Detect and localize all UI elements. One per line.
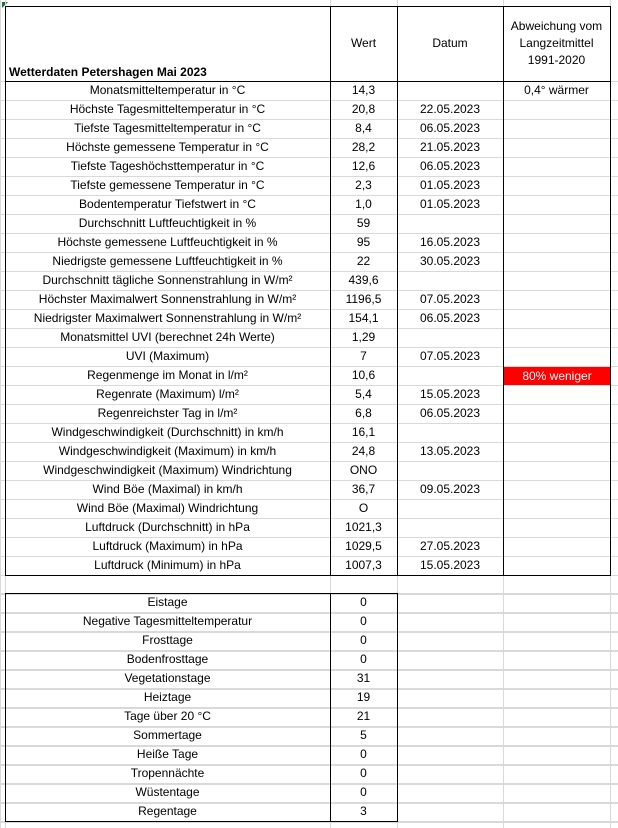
row-label[interactable]: Regenreichster Tag in l/m² [97, 406, 238, 420]
row-datum[interactable] [397, 518, 503, 537]
row-label[interactable]: Höchste gemessene Luftfeuchtigkeit in % [57, 235, 278, 249]
row-label[interactable]: Tiefste Tageshöchsttemperatur in °C [70, 159, 265, 173]
row-wert[interactable]: 1007,3 [345, 558, 382, 572]
row-datum[interactable] [397, 81, 503, 100]
row-datum[interactable]: 22.05.2023 [419, 102, 481, 116]
row-wert[interactable]: 1021,3 [345, 520, 382, 534]
table-border [5, 6, 6, 575]
row-wert[interactable]: 8,4 [355, 121, 372, 135]
row-datum[interactable]: 09.05.2023 [419, 482, 481, 496]
row-datum[interactable]: 30.05.2023 [419, 254, 481, 268]
header-abweichung[interactable]: Abweichung vom Langzeitmittel 1991-2020 [510, 19, 603, 67]
row-datum[interactable]: 01.05.2023 [419, 178, 481, 192]
row-label[interactable]: Luftdruck (Durchschnitt) in hPa [85, 520, 250, 534]
row-datum[interactable] [397, 366, 503, 385]
row-wert[interactable]: 28,2 [351, 140, 376, 154]
row-label[interactable]: Luftdruck (Minimum) in hPa [94, 558, 241, 572]
gridline-row [0, 822, 618, 823]
row-wert[interactable]: 36,7 [351, 482, 376, 496]
row-wert[interactable]: 14,3 [351, 83, 376, 97]
row-wert[interactable]: 154,1 [348, 311, 379, 325]
row-wert[interactable]: 3 [360, 804, 367, 818]
header-datum[interactable]: Datum [432, 36, 468, 50]
row-wert[interactable]: 10,6 [351, 368, 376, 382]
row-wert[interactable]: 1,0 [355, 197, 372, 211]
row-label[interactable]: Frosttage [142, 633, 193, 647]
row-label[interactable]: Monatsmitteltemperatur in °C [89, 83, 246, 97]
row-abweichung[interactable] [503, 518, 610, 537]
row-label[interactable]: Regenmenge im Monat in l/m² [87, 368, 248, 382]
table-border [5, 593, 6, 821]
row-wert[interactable]: O [358, 501, 369, 515]
row-datum[interactable]: 27.05.2023 [419, 539, 481, 553]
row-label[interactable]: Wind Böe (Maximal) in km/h [92, 482, 243, 496]
row-abweichung[interactable] [503, 233, 610, 252]
row-label[interactable]: Wind Böe (Maximal) Windrichtung [76, 501, 259, 515]
row-abweichung[interactable] [503, 404, 610, 423]
row-abweichung[interactable] [503, 537, 610, 556]
row-label[interactable]: Windgeschwindigkeit (Durchschnitt) in km/h [51, 425, 284, 439]
row-abweichung[interactable] [503, 347, 610, 366]
row-wert[interactable]: 5 [360, 728, 367, 742]
row-label[interactable]: Tage über 20 °C [124, 709, 211, 723]
row-datum[interactable]: 06.05.2023 [419, 121, 481, 135]
row-abweichung[interactable] [503, 328, 610, 347]
row-wert[interactable]: 22 [356, 254, 371, 268]
row-label[interactable]: Niedrigste gemessene Luftfeuchtigkeit in % [52, 254, 283, 268]
row-wert[interactable]: 31 [356, 671, 371, 685]
row-label[interactable]: Heiße Tage [136, 747, 199, 761]
row-label[interactable]: Windgeschwindigkeit (Maximum) in km/h [58, 444, 277, 458]
row-wert[interactable]: 0 [360, 766, 367, 780]
row-datum[interactable] [397, 214, 503, 233]
row-abweichung[interactable] [503, 100, 610, 119]
row-label[interactable]: Höchste gemessene Temperatur in °C [66, 140, 269, 154]
row-wert[interactable]: 1,29 [351, 330, 376, 344]
row-datum[interactable]: 06.05.2023 [419, 406, 481, 420]
table-border [397, 6, 398, 575]
row-abweichung[interactable] [503, 290, 610, 309]
row-label[interactable]: Durchschnitt tägliche Sonnenstrahlung in W/m² [42, 273, 293, 287]
row-label[interactable]: Tropennächte [130, 766, 205, 780]
row-wert[interactable]: 2,3 [355, 178, 372, 192]
row-label[interactable]: Sommertage [133, 728, 202, 742]
row-datum[interactable]: 16.05.2023 [419, 235, 481, 249]
row-datum[interactable]: 06.05.2023 [419, 159, 481, 173]
header-wert[interactable]: Wert [350, 36, 377, 50]
row-abweichung[interactable] [503, 385, 610, 404]
row-wert[interactable]: 0 [360, 652, 367, 666]
table-border [5, 821, 398, 822]
row-datum[interactable] [397, 271, 503, 290]
table-border [5, 575, 611, 576]
row-label[interactable]: Tiefste gemessene Temperatur in °C [70, 178, 265, 192]
row-label[interactable]: Monatsmittel UVI (berechnet 24h Werte) [60, 330, 275, 344]
row-wert[interactable]: 95 [356, 235, 371, 249]
row-datum[interactable]: 01.05.2023 [419, 197, 481, 211]
row-label[interactable]: Durchschnitt Luftfeuchtigkeit in % [78, 216, 257, 230]
row-abweichung[interactable] [503, 138, 610, 157]
row-datum[interactable] [397, 423, 503, 442]
row-label[interactable]: Vegetationstage [124, 671, 211, 685]
row-wert[interactable]: 20,8 [351, 102, 376, 116]
row-abweichung[interactable] [503, 252, 610, 271]
row-abweichung[interactable] [503, 461, 610, 480]
row-datum[interactable]: 13.05.2023 [419, 444, 481, 458]
row-label[interactable]: Regenrate (Maximum) l/m² [96, 387, 239, 401]
row-label[interactable]: Wüstentage [135, 785, 200, 799]
row-wert[interactable]: 0 [360, 595, 367, 609]
row-wert[interactable]: 0 [360, 633, 367, 647]
gridline-col [0, 0, 1, 828]
row-label[interactable]: Luftdruck (Maximum) in hPa [92, 539, 243, 553]
row-wert[interactable]: ONO [349, 463, 378, 477]
row-wert[interactable]: 16,1 [351, 425, 376, 439]
row-datum[interactable] [397, 328, 503, 347]
row-label[interactable]: Niedrigster Maximalwert Sonnenstrahlung in W/m² [33, 311, 302, 325]
row-wert[interactable]: 1196,5 [345, 292, 382, 306]
row-label[interactable]: Windgeschwindigkeit (Maximum) Windrichtung [43, 463, 292, 477]
row-label[interactable]: Höchste Tagesmitteltemperatur in °C [69, 102, 266, 116]
row-wert[interactable]: 19 [356, 690, 371, 704]
table-title[interactable]: Wetterdaten Petershagen Mai 2023 [9, 65, 207, 79]
table-border [397, 593, 398, 821]
row-label[interactable]: Negative Tagesmitteltemperatur [82, 614, 253, 628]
table-border [330, 593, 331, 821]
row-wert[interactable]: 0 [360, 614, 367, 628]
row-label[interactable]: Tiefste Tagesmitteltemperatur in °C [74, 121, 261, 135]
row-label[interactable]: Eistage [147, 595, 188, 609]
row-abweichung[interactable] [503, 480, 610, 499]
table-border [330, 6, 331, 575]
row-wert[interactable]: 7 [360, 349, 367, 363]
row-abweichung[interactable] [503, 556, 610, 575]
row-wert[interactable]: 0 [360, 747, 367, 761]
row-abweichung[interactable] [503, 119, 610, 138]
row-abweichung[interactable] [503, 271, 610, 290]
row-abweichung[interactable] [503, 309, 610, 328]
row-wert[interactable]: 439,6 [348, 273, 379, 287]
row-label[interactable]: Höchster Maximalwert Sonnenstrahlung in W/m² [38, 292, 297, 306]
row-wert[interactable]: 0 [360, 785, 367, 799]
row-datum[interactable]: 06.05.2023 [419, 311, 481, 325]
row-wert[interactable]: 21 [356, 709, 371, 723]
row-label[interactable]: Bodenfrosttage [126, 652, 209, 666]
row-datum[interactable]: 07.05.2023 [419, 349, 481, 363]
row-datum[interactable]: 21.05.2023 [419, 140, 481, 154]
row-abweichung[interactable] [503, 157, 610, 176]
row-abweichung[interactable] [503, 442, 610, 461]
table-border [610, 6, 611, 576]
row-label[interactable]: Bodentemperatur Tiefstwert in °C [79, 197, 256, 211]
row-label[interactable]: Regentage [138, 804, 197, 818]
row-abweichung[interactable] [503, 176, 610, 195]
row-label[interactable]: Heiztage [143, 690, 192, 704]
row-wert[interactable]: 5,4 [355, 387, 372, 401]
row-datum[interactable] [397, 461, 503, 480]
row-wert[interactable]: 59 [356, 216, 371, 230]
table-border [5, 6, 611, 7]
row-datum[interactable]: 15.05.2023 [419, 387, 481, 401]
table-border [5, 593, 398, 594]
table-border [503, 6, 504, 575]
highlighted-cell[interactable]: 80% weniger [504, 367, 610, 385]
row-label[interactable]: UVI (Maximum) [125, 349, 210, 363]
row-wert[interactable]: 12,6 [351, 159, 376, 173]
row-datum[interactable] [397, 499, 503, 518]
row-wert[interactable]: 6,8 [355, 406, 372, 420]
row-abweichung[interactable]: 0,4° wärmer [524, 83, 589, 97]
row-abweichung[interactable] [503, 499, 610, 518]
row-datum[interactable]: 07.05.2023 [419, 292, 481, 306]
table-border [5, 81, 610, 82]
row-wert[interactable]: 1029,5 [345, 539, 382, 553]
row-datum[interactable]: 15.05.2023 [419, 558, 481, 572]
row-abweichung[interactable] [503, 423, 610, 442]
row-abweichung[interactable] [503, 195, 610, 214]
row-wert[interactable]: 24,8 [351, 444, 376, 458]
row-abweichung[interactable] [503, 214, 610, 233]
